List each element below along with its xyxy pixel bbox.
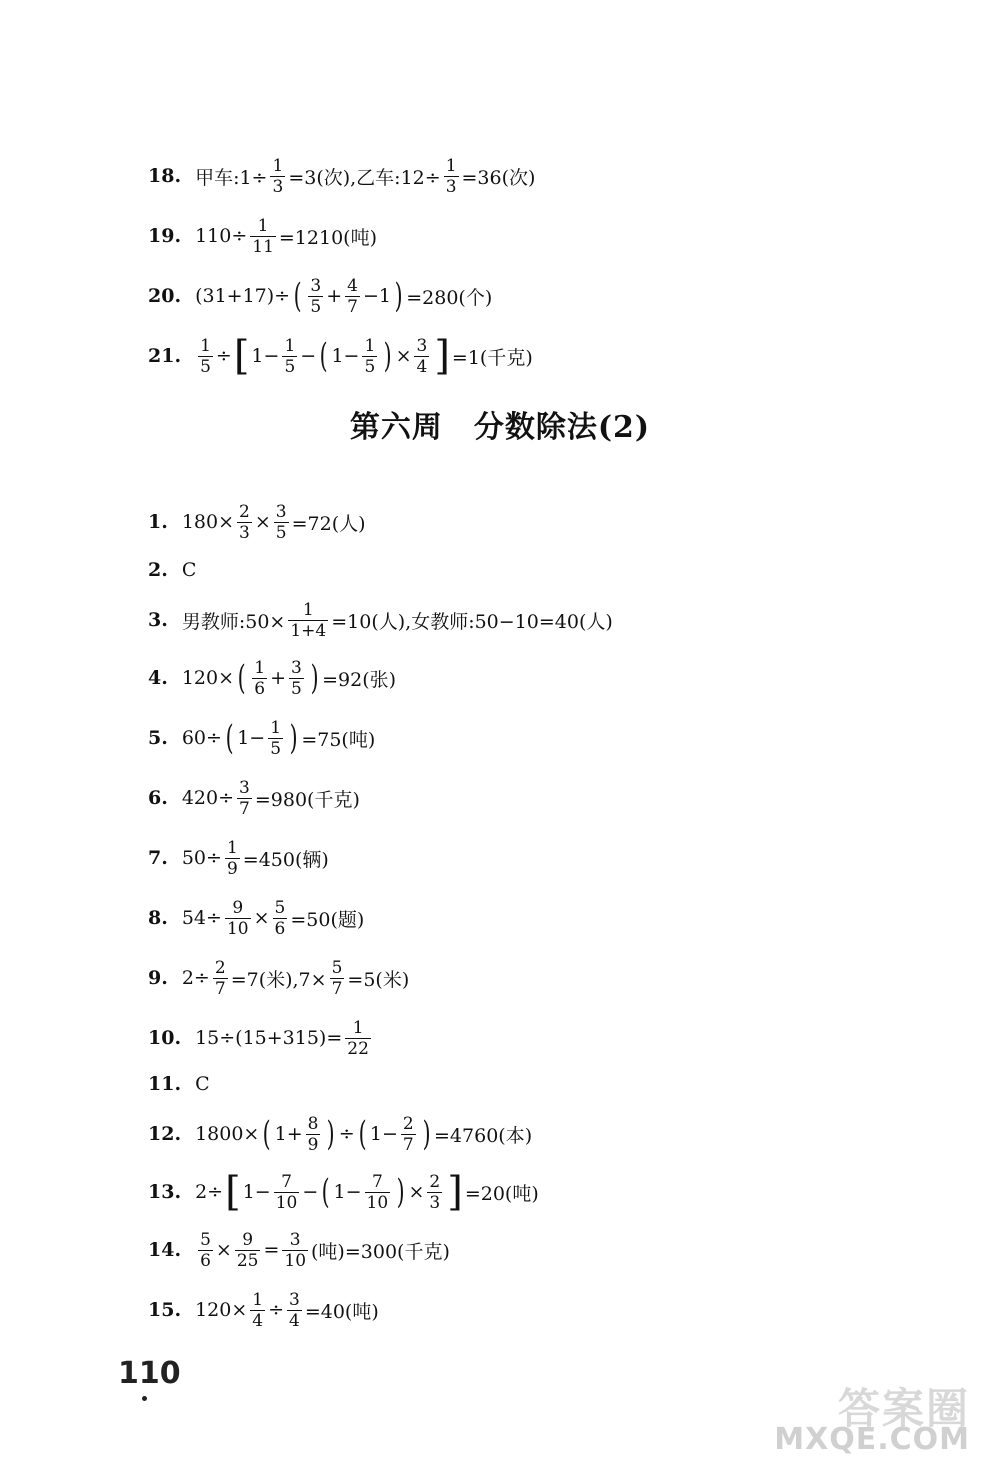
fraction: $\frac{3}{5}$ — [310, 275, 322, 317]
answer-number: 21. — [148, 345, 182, 367]
answer-row — [148, 148, 940, 204]
answer-number: 1. — [148, 511, 168, 533]
answer-expression: 2÷ [ 1− $\frac{7}{10}$ − ( 1− $\frac{7}{10}$ ) × $\frac{2}{3}$ ] =20(吨) — [195, 1169, 539, 1215]
answer-number: 13. — [148, 1181, 182, 1203]
answer-expression: (31+17)÷ ( $\frac{3}{5}$ + $\frac{4}{7}$ −1 ) =280(个) — [195, 275, 493, 317]
answer-row — [148, 542, 940, 598]
section-title: 第六周 分数除法(2) — [349, 410, 651, 445]
answer-row — [148, 710, 940, 766]
answer-number: 18. — [148, 165, 182, 187]
answer-number: 6. — [148, 787, 168, 809]
answer-row — [148, 650, 940, 706]
fraction: $\frac{7}{10}$ — [275, 1171, 298, 1213]
fraction: $\frac{1}{1+4}$ — [290, 599, 327, 641]
answer-number: 4. — [148, 667, 168, 689]
fraction: $\frac{3}{7}$ — [239, 777, 250, 819]
answer-expression: 60÷ ( 1− $\frac{1}{5}$ ) =75(吨) — [181, 717, 376, 759]
answer-expression: 男教师:50× $\frac{1}{1+4}$ =10(人),女教师:50−10=40(人) — [181, 599, 613, 641]
watermark-en: MXQE.COM — [774, 1422, 970, 1457]
answer-number: 15. — [148, 1299, 182, 1321]
answer-expression: 2÷ $\frac{2}{7}$ =7(米),7× $\frac{5}{7}$ =5(米) — [181, 957, 410, 999]
watermark-cn: 答案圈 — [837, 1384, 970, 1433]
fraction: $\frac{2}{7}$ — [214, 957, 226, 999]
fraction: $\frac{5}{6}$ — [274, 897, 286, 939]
fraction: $\frac{1}{3}$ — [445, 155, 457, 197]
fraction: $\frac{1}{3}$ — [272, 155, 284, 197]
fraction: $\frac{1}{11}$ — [252, 215, 274, 257]
answer-expression: 1800× ( 1+ $\frac{8}{9}$ ) ÷ ( 1− $\frac{2}{7}$ ) =4760(本) — [195, 1113, 533, 1155]
fraction: $\frac{2}{3}$ — [239, 501, 250, 543]
answer-number: 14. — [148, 1239, 182, 1261]
answer-number: 19. — [148, 225, 182, 247]
answer-expression: $\frac{1}{5}$ ÷ [ 1− $\frac{1}{5}$ − ( 1− $\frac{1}{5}$ ) × $\frac{3}{4}$ ] =1(千克) — [200, 333, 533, 379]
answer-expression: 180× $\frac{2}{3}$ × $\frac{3}{5}$ =72(人) — [181, 501, 366, 543]
answer-number: 20. — [148, 285, 182, 307]
fraction: $\frac{1}{5}$ — [364, 335, 376, 377]
answer-row — [148, 1106, 940, 1162]
fraction: $\frac{7}{10}$ — [366, 1171, 389, 1213]
fraction: $\frac{5}{6}$ — [200, 1229, 211, 1271]
answer-number: 11. — [148, 1073, 182, 1095]
fraction: $\frac{5}{7}$ — [331, 957, 343, 999]
page-number-dot — [142, 1396, 147, 1401]
fraction: $\frac{3}{5}$ — [291, 657, 302, 699]
answer-row — [148, 770, 940, 826]
fraction: $\frac{3}{4}$ — [289, 1289, 300, 1331]
answer-number: 8. — [148, 907, 168, 929]
answer-expression: 54÷ $\frac{9}{10}$ × $\frac{5}{6}$ =50(题) — [181, 897, 365, 939]
fraction: $\frac{8}{9}$ — [307, 1113, 319, 1155]
page-number: 110 — [118, 1356, 181, 1391]
answer-expression: C — [181, 559, 197, 581]
answer-row — [148, 1282, 940, 1338]
fraction: $\frac{9}{25}$ — [236, 1229, 259, 1271]
answer-row — [148, 328, 940, 384]
answer-number: 3. — [148, 609, 168, 631]
answer-number: 7. — [148, 847, 168, 869]
fraction: $\frac{3}{10}$ — [284, 1229, 307, 1271]
answer-row — [148, 592, 940, 648]
fraction: $\frac{1}{5}$ — [200, 335, 211, 377]
answer-number: 5. — [148, 727, 168, 749]
answer-row — [148, 950, 940, 1006]
watermark — [720, 1376, 970, 1456]
fraction: $\frac{2}{7}$ — [402, 1113, 414, 1155]
answer-row — [148, 830, 940, 886]
fraction: $\frac{1}{22}$ — [347, 1017, 369, 1059]
answer-expression: 120× ( $\frac{1}{6}$ + $\frac{3}{5}$ ) =92(张) — [181, 657, 397, 699]
answer-number: 2. — [148, 559, 168, 581]
fraction: $\frac{4}{7}$ — [347, 275, 358, 317]
answer-row — [148, 1164, 940, 1220]
answer-expression: 420÷ $\frac{3}{7}$ =980(千克) — [181, 777, 360, 819]
answer-expression: 甲车:1÷ $\frac{1}{3}$ =3(次),乙车:12÷ $\frac{1}{3}$ =36(次) — [195, 155, 536, 197]
answer-expression: 50÷ $\frac{1}{9}$ =450(辆) — [181, 837, 329, 879]
fraction: $\frac{9}{10}$ — [226, 897, 249, 939]
fraction: $\frac{1}{5}$ — [270, 717, 282, 759]
fraction: $\frac{1}{9}$ — [226, 837, 238, 879]
answer-expression: $\frac{5}{6}$ × $\frac{9}{25}$ = $\frac{3}{10}$ (吨)=300(千克) — [200, 1229, 450, 1271]
answer-expression: 120× $\frac{1}{4}$ ÷ $\frac{3}{4}$ =40(吨) — [195, 1289, 379, 1331]
fraction: $\frac{1}{5}$ — [284, 335, 296, 377]
fraction: $\frac{1}{4}$ — [252, 1289, 264, 1331]
fraction: $\frac{3}{4}$ — [416, 335, 428, 377]
answer-expression: 15÷(15+315)= $\frac{1}{22}$ — [195, 1017, 369, 1059]
answer-expression: C — [195, 1073, 210, 1095]
answer-row — [148, 1056, 940, 1112]
answer-number: 9. — [148, 967, 168, 989]
answer-number: 12. — [148, 1123, 182, 1145]
answer-row — [148, 208, 940, 264]
fraction: $\frac{2}{3}$ — [429, 1171, 441, 1213]
answer-number: 10. — [148, 1027, 182, 1049]
answer-expression: 110÷ $\frac{1}{11}$ =1210(吨) — [195, 215, 377, 257]
answer-row — [148, 268, 940, 324]
answer-row — [148, 890, 940, 946]
fraction: $\frac{1}{6}$ — [254, 657, 266, 699]
fraction: $\frac{3}{5}$ — [275, 501, 287, 543]
answer-row — [148, 1222, 940, 1278]
